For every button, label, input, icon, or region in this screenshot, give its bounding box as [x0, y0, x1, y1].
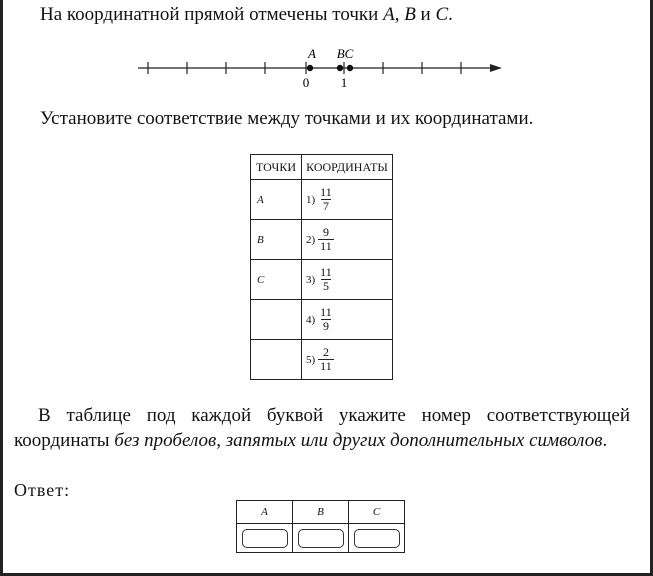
matching-table [250, 154, 393, 380]
answer-table [236, 500, 405, 553]
coord-cell: 5) $\frac{2}{11}$ [302, 340, 393, 380]
instruction-text: Установите соответствие между точками и их координатами. [40, 108, 534, 129]
axis-arrow [490, 64, 502, 72]
answer-header-c: C [349, 501, 405, 524]
point-cell [251, 340, 302, 380]
tick-label-0: 0 [302, 75, 310, 90]
point-cell [251, 300, 302, 340]
coord-cell: 2) $\frac{9}{11}$ [302, 220, 393, 260]
table-row [251, 340, 393, 380]
intro-text: На координатной прямой отмечены точки A, B и C. [40, 4, 453, 25]
matching-table-header [251, 155, 393, 180]
answer-input-c[interactable] [354, 529, 400, 548]
number-line [130, 40, 510, 95]
point-a-dot [307, 65, 313, 71]
answer-input-b[interactable] [298, 529, 344, 548]
answer-label: Ответ: [14, 480, 71, 500]
coord-cell: 3) $\frac{11}{5}$ [302, 260, 393, 300]
answer-cell-a [237, 524, 293, 553]
point-cell: C [251, 260, 302, 300]
point-a-ref: A [383, 4, 395, 25]
point-bc-label: BC [336, 46, 354, 61]
point-a-label: A [308, 46, 316, 61]
point-b-dot [337, 65, 343, 71]
tick-label-1: 1 [340, 75, 348, 90]
coord-cell: 4) $\frac{11}{9}$ [302, 300, 393, 340]
point-b-ref: B [404, 4, 416, 25]
table-row [251, 260, 393, 300]
answer-input-a[interactable] [242, 529, 288, 548]
table-row [251, 180, 393, 220]
task-text: В таблице под каждой буквой укажите номер соответствующей координаты без пробелов, запятых или других дополнительных символов. [14, 405, 630, 451]
header-coords: КООРДИНАТЫ [302, 155, 393, 180]
point-cell: B [251, 220, 302, 260]
coord-cell: 1) $\frac{11}{7}$ [302, 180, 393, 220]
table-row [251, 220, 393, 260]
answer-cell-b [293, 524, 349, 553]
point-cell: A [251, 180, 302, 220]
table-row [251, 300, 393, 340]
answer-header-a: A [237, 501, 293, 524]
point-c-dot [347, 65, 353, 71]
answer-cell-c [349, 524, 405, 553]
header-points: ТОЧКИ [251, 155, 302, 180]
point-c-ref: C [435, 4, 449, 25]
answer-header-b: B [293, 501, 349, 524]
